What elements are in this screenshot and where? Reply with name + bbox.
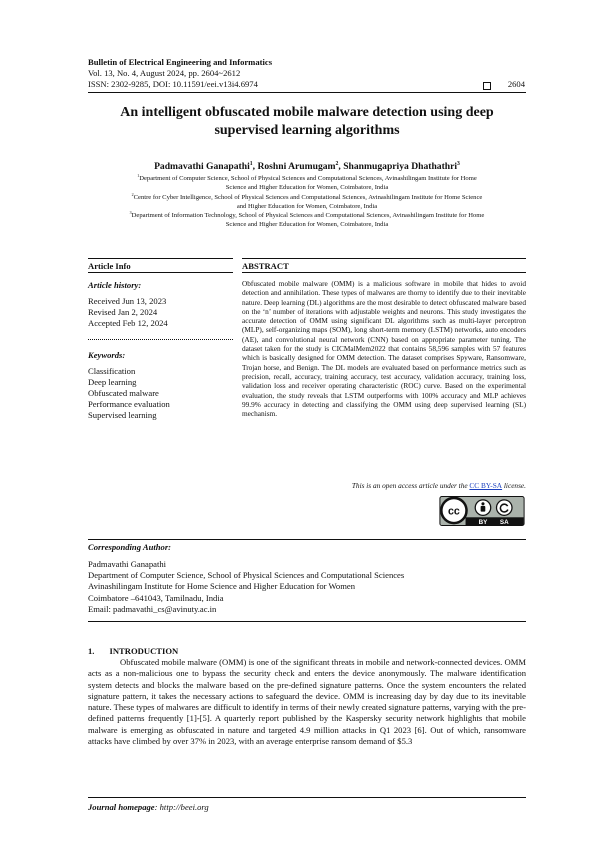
- person-body: [481, 506, 486, 512]
- affiliation-line: Centre for Cyber Intelligence, School of Physical Sciences and Computational Sciences, Avinashilingam Institute for Home Science: [133, 194, 483, 201]
- section-rule: [88, 621, 526, 622]
- keyword-list: [88, 366, 170, 421]
- dotted-rule: [88, 339, 233, 340]
- affiliation: [100, 193, 514, 211]
- corresponding-line: Department of Computer Science, School of Physical Sciences and Computational Sciences: [88, 570, 405, 581]
- person-head: [481, 502, 484, 505]
- section-rule: [242, 258, 526, 259]
- square-icon: [483, 82, 491, 90]
- section-rule: [242, 272, 526, 273]
- author-name: Roshni Arumugam: [257, 161, 336, 172]
- introduction-text: Obfuscated mobile malware (OMM) is one of the significant threats in mobile and network-connected devices. OMM acts as a non-malicious one to bypass the security check and enters the device anonymously. The malware identification system detects and blocks the malware based on the pre-defined signature patterns. Once the system encounters the related signature pattern, it takes the necessary actions to safeguard the device. OMM is increasing day by day due to its inevitable nature. These types of malwares are difficult to identify in terms of their newly created signature patterns, varying with the pre-defined patterns frequently [1]-[5]. A quarterly report published by the Kaspersky security network highlights that mobile malware is emerging as obfuscated in nature and targeted 4.9 million attacks in Q1 2023 [6]. Out of which, ransomware attacks have climbed by over 37% in 2023, with an average enterprise ransom demand of $5.3: [88, 657, 526, 747]
- journal-homepage: [88, 802, 209, 813]
- affiliation-sup: 1: [137, 172, 140, 178]
- badge-by-label: BY: [478, 519, 488, 526]
- footer-rule: [88, 797, 526, 798]
- open-access-prefix: This is an open access article under the: [351, 481, 470, 490]
- section-rule: [88, 258, 233, 259]
- keyword-item: Obfuscated malware: [88, 388, 159, 398]
- journal-name: Bulletin of Electrical Engineering and Informatics: [88, 57, 273, 67]
- paper-title: [88, 104, 526, 140]
- keyword-item: Performance evaluation: [88, 399, 170, 409]
- affiliation-sup: 3: [129, 209, 132, 215]
- affiliation-line: Department of Computer Science, School of Physical Sciences and Computational Sciences, Avinashilingam Institute for Home: [139, 175, 477, 182]
- sa-share-icon: [497, 500, 512, 515]
- author-sup: 2: [335, 160, 339, 167]
- title-line: supervised learning algorithms: [214, 123, 400, 138]
- corresponding-line: Padmavathi Ganapathi: [88, 559, 167, 569]
- abstract-text: Obfuscated mobile malware (OMM) is a malicious software in mobile that hides to avoid detection and annihilation. These types of malwares are thorny to identify due to their inevitable nature. Deep learning (DL) algorithms are the most desirable to detect obfuscated malware based on the ‘n’ number of iterations with adjustable weights and neurons. This study investigates the accurate detection of OMM using significant DL algorithms such as multi-layer perceptron (MLP), self-organizing maps (SOM), long short-term memory (LSTM) networks, auto encoders (AE), and convolutional neural network (CNN) based on appropriate parameter tuning. The dataset taken for the study is CICMalMem2022 that contains 58,596 samples with 57 features which is basically designed for OMM detection. The dataset comprises Spyware, Ransomware, Trojan horse, and Benign. The DL models are evaluated based on performance metrics such as precision, recall, accuracy, training accuracy, test accuracy, validation accuracy, training loss, validation loss and receiver operating characteristic (ROC) curve. Based on the experimental evaluation, the study reveals that LSTM outperforms with 100% accuracy and MLP achieves 99.9% accuracy in detecting and classifying the OMM using deep supervised learning (SL) mechanism.: [242, 279, 526, 419]
- article-info-heading: Article Info: [88, 261, 131, 271]
- section-rule: [88, 272, 233, 273]
- author-list: Padmavathi Ganapathi$^1$, Roshni Arumugam$^2$, Shanmugapriya Dhathathri$^3$: [154, 160, 460, 172]
- affiliation-line: Department of Information Technology, School of Physical Sciences and Computational Sciences, Avinashilingam Institute for Home: [131, 212, 485, 219]
- license-link[interactable]: CC BY-SA: [469, 481, 503, 490]
- author-sup: 3: [457, 160, 460, 167]
- corresponding-line: Avinashilingam Institute for Home Science and Higher Education for Women: [88, 581, 355, 592]
- affiliation-line: and Higher Education for Women, Coimbatore, India: [236, 203, 378, 210]
- issn-doi-line: ISSN: 2302-9285, DOI: 10.11591/eei.v13i4.6974: [88, 79, 258, 89]
- introduction-heading: 1. INTRODUCTION: [88, 646, 179, 656]
- affiliation: [100, 174, 514, 192]
- corresponding-email[interactable]: Email: padmavathi_cs@avinuty.ac.in: [88, 603, 217, 614]
- history-heading: Article history:: [88, 280, 142, 290]
- history-item: Received Jun 13, 2023: [88, 296, 167, 306]
- open-access-suffix: license.: [502, 481, 526, 490]
- history-list: [88, 296, 168, 329]
- author-name: Padmavathi Ganapathi: [154, 161, 250, 172]
- header-rule: [88, 92, 526, 93]
- section-rule: [88, 539, 526, 540]
- title-line: An intelligent obfuscated mobile malware detection using deep: [120, 105, 494, 120]
- keywords-heading: Keywords:: [88, 350, 126, 360]
- page-number: 2604: [507, 79, 525, 89]
- keyword-item: Classification: [88, 366, 136, 376]
- open-access-note: [242, 481, 526, 490]
- badge-sa-label: SA: [499, 519, 509, 526]
- corresponding-block: [88, 559, 526, 615]
- history-item: Accepted Feb 12, 2024: [88, 318, 168, 328]
- corresponding-line: Coimbatore –641043, Tamilnadu, India: [88, 592, 224, 603]
- footer-label: Journal homepage: [88, 802, 155, 812]
- affiliation-line: Science and Higher Education for Women, Coimbatore, India: [225, 221, 389, 228]
- abstract-heading: ABSTRACT: [242, 261, 289, 271]
- cc-icon-text: cc: [448, 505, 460, 518]
- author-sup: 1: [249, 160, 253, 167]
- volume-line: Vol. 13, No. 4, August 2024, pp. 2604~2612: [88, 68, 241, 78]
- affiliation-line: Science and Higher Education for Women, Coimbatore, India: [225, 184, 389, 191]
- footer-url[interactable]: : http://beei.org: [154, 802, 209, 812]
- keyword-item: Supervised learning: [88, 410, 157, 420]
- affiliation-sup: 2: [131, 191, 134, 197]
- corresponding-heading: Corresponding Author:: [88, 542, 172, 552]
- affiliation: [100, 211, 514, 229]
- author-name: Shanmugapriya Dhathathri: [343, 161, 458, 172]
- badge-strip: [466, 517, 524, 525]
- history-item: Revised Jan 2, 2024: [88, 307, 158, 317]
- keyword-item: Deep learning: [88, 377, 137, 387]
- cc-by-sa-badge[interactable]: [438, 496, 526, 526]
